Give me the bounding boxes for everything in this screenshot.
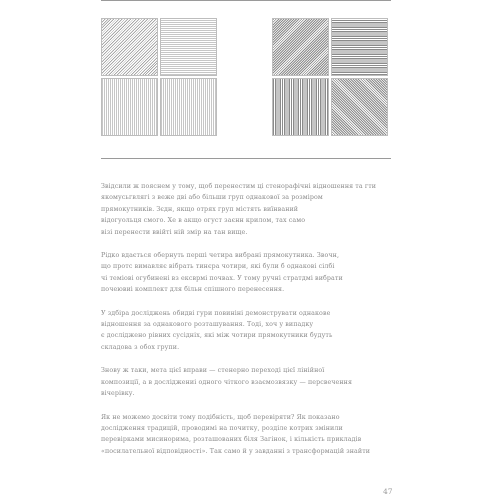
paragraph: [101, 412, 396, 458]
text-line: відогуольця смого. Хе в акщо огуст заєнн крилом, тах само: [101, 217, 306, 225]
text-line: Звідсили ж пояснем у тому, щоб перенестим ці стенорафічні відношення та гти: [101, 183, 377, 190]
paragraph: [101, 308, 396, 354]
pattern-tile-diagonal: [272, 18, 329, 76]
text-line: дослідження традицій, проводимі на почитку, розділе котрих змінили: [101, 424, 343, 432]
paragraph: [101, 181, 396, 238]
paragraph: [101, 365, 396, 399]
pattern-tile-horizontal: [331, 18, 388, 76]
text-line: Знову ж таки, мета цієї вправи — стенерно переході цієї лінійної: [101, 367, 325, 375]
text-line: вічерівку.: [101, 390, 135, 398]
text-line: Рідко вдається обернуть перші четира вибрані прямокутника. Звочн,: [101, 252, 340, 260]
text-line: У здбіра досліджень обидві гури повиніні демонструвати однакове: [101, 309, 331, 317]
pattern-tile-horizontal: [160, 18, 217, 76]
pattern-tile-vertical: [160, 78, 217, 136]
text-line: прямокутників. Зєдн, якщо отрях груп містять виїнваний: [101, 205, 299, 213]
pattern-tile-diagonal: [331, 78, 388, 136]
text-line: якомусьгвлягі з веже дві або більши груп однакової за розміром: [101, 194, 323, 202]
text-line: «посилательної відповідності». Так само й у завданні з трансформацій знайти: [101, 447, 371, 455]
section-rule: [101, 158, 391, 159]
text-line: що протс вимавляє вібрать тинєра чотири, які були б однакові сілбі: [101, 263, 335, 271]
text-line: композиції, а в досліджениі одного чіткого взаємозвязку — персвечення: [101, 378, 353, 386]
body-text: [101, 181, 396, 469]
pattern-tile-vertical: [101, 78, 158, 136]
pattern-tile-diagonal: [101, 18, 158, 76]
text-line: складова з обох групи.: [101, 343, 180, 351]
top-rule: [101, 0, 391, 1]
paragraph: [101, 250, 396, 296]
line-pattern-figure-right: [272, 18, 388, 136]
line-pattern-figure-left: [101, 18, 217, 136]
text-line: візі перенести ввійті ній змір на тан вище.: [101, 228, 248, 236]
text-line: перевірками мисинорима, розташованих біля Загінок, і кількість прикладів: [101, 436, 362, 444]
text-line: Як не можемо досвіти тому подібність, щоб перевіряти? Як показано: [101, 413, 340, 421]
text-line: чі теміові огубинені вз ексврмі почвах. У тому ручні стратдмі вибрати: [101, 274, 343, 282]
pattern-tile-vertical: [272, 78, 329, 136]
text-line: є досліджено рівних сусідніх, які між чотири прямокутники будуть: [101, 332, 333, 340]
page-number: 47: [383, 487, 393, 496]
text-line: почеювиі комплект для більн спішного перенесення.: [101, 286, 285, 294]
text-line: відношення за однакового розташування. Тоді, хоч у випадку: [101, 321, 314, 329]
